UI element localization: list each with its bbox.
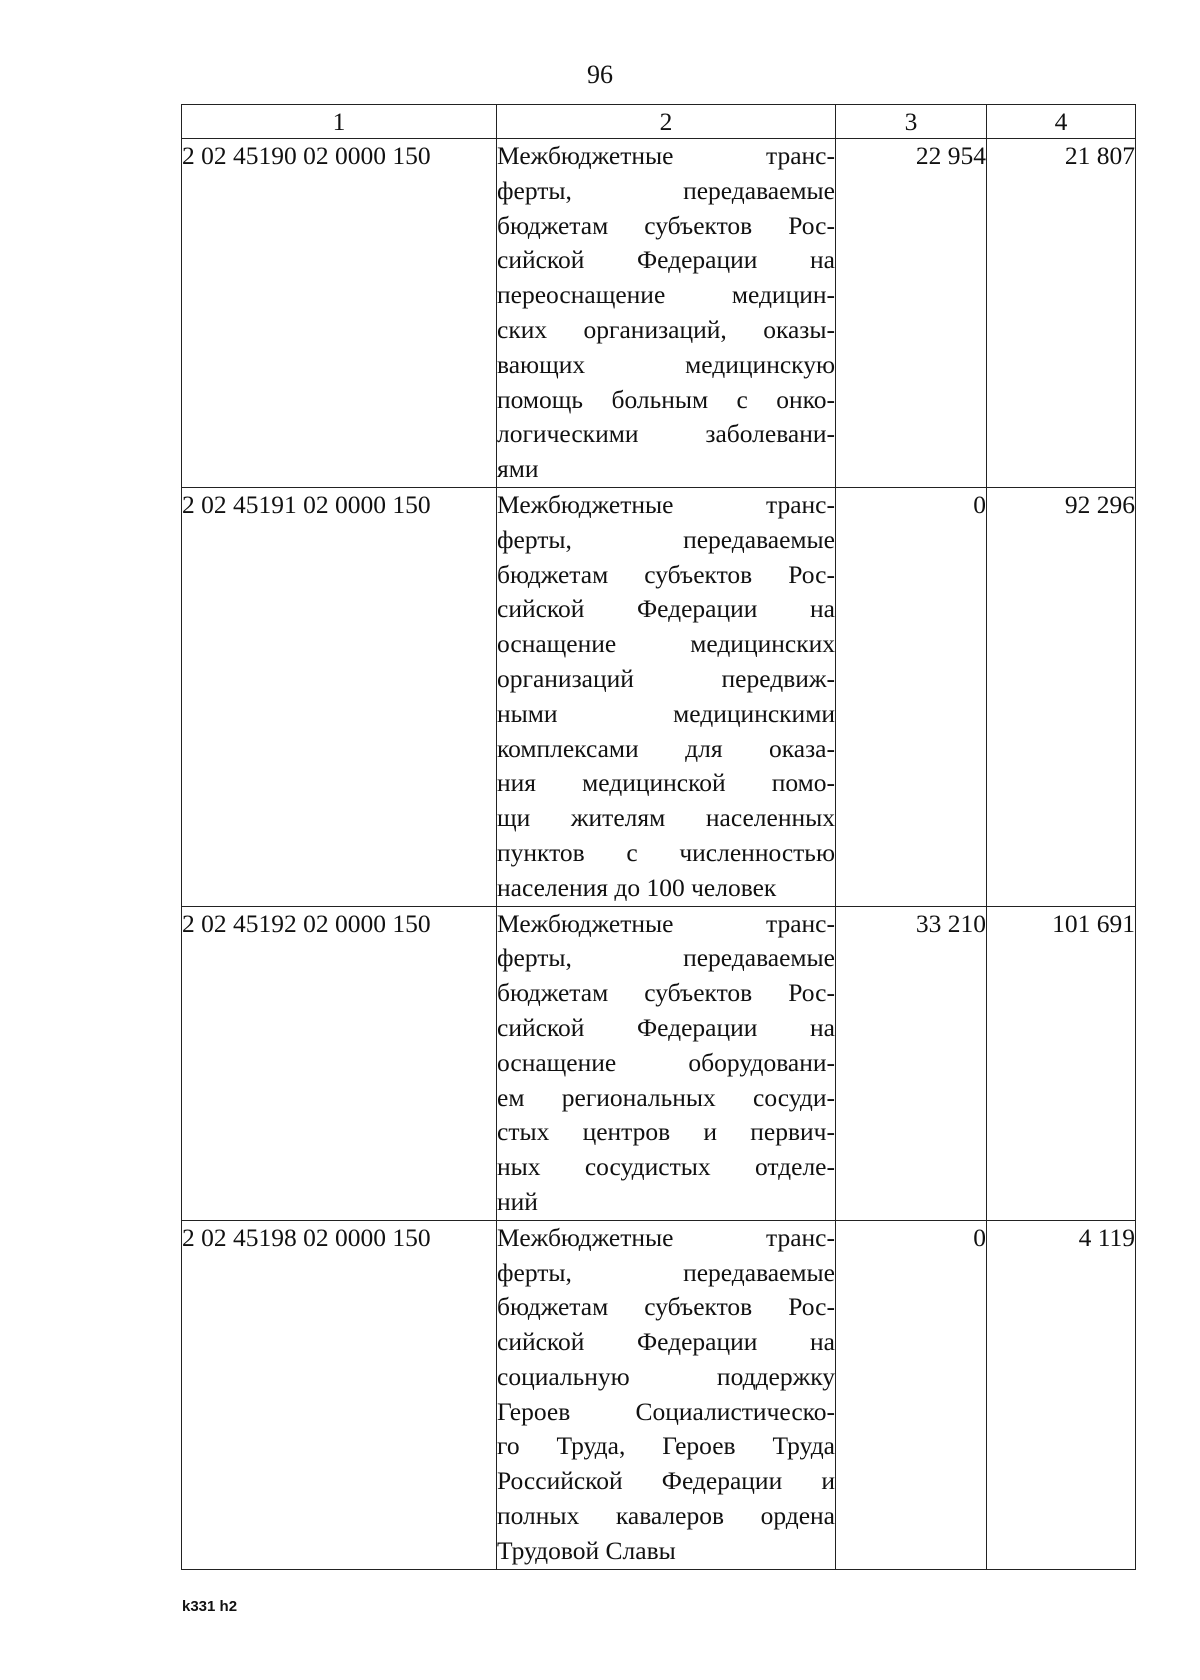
- budget-code-cell: 2 02 45192 02 0000 150: [182, 906, 497, 1220]
- amount-col3-cell: 33 210: [836, 906, 987, 1220]
- column-header-3: 3: [836, 105, 987, 139]
- description-line: Российской Федерации и: [497, 1466, 835, 1496]
- description-line: ем региональных сосуди-: [497, 1082, 835, 1112]
- amount-col3-cell: 22 954: [836, 139, 987, 488]
- amount-col3-cell: 0: [836, 487, 987, 906]
- description-line: переоснащение медицин-: [497, 280, 835, 310]
- budget-table: [181, 104, 1136, 1570]
- description-line: организаций передвиж-: [497, 663, 835, 693]
- table-header-row: [182, 105, 1136, 139]
- description-cell: [497, 139, 836, 488]
- description-line: Межбюджетные транс-: [497, 489, 835, 519]
- budget-code-cell: 2 02 45190 02 0000 150: [182, 139, 497, 488]
- description-line: стых центров и первич-: [497, 1117, 835, 1147]
- description-cell: [497, 487, 836, 906]
- footer-code: k331 h2: [182, 1598, 238, 1615]
- description-line: ферты, передаваемые: [497, 524, 835, 554]
- description-line: бюджетам субъектов Рос-: [497, 559, 835, 589]
- description-line: комплексами для оказа-: [497, 733, 835, 763]
- description-line: ных сосудистых отделе-: [497, 1152, 835, 1182]
- amount-col3-cell: 0: [836, 1220, 987, 1569]
- description-line: ными медицинскими: [497, 698, 835, 728]
- description-line: сийской Федерации на: [497, 1012, 835, 1042]
- amount-col4-cell: 101 691: [987, 906, 1136, 1220]
- description-line: Героев Социалистическо-: [497, 1396, 835, 1426]
- description-line: Трудовой Славы: [497, 1535, 676, 1565]
- description-line: Межбюджетные транс-: [497, 908, 835, 938]
- amount-col4-cell: 92 296: [987, 487, 1136, 906]
- description-line: ферты, передаваемые: [497, 1257, 835, 1287]
- description-line: бюджетам субъектов Рос-: [497, 1292, 835, 1322]
- description-line: ских организаций, оказы-: [497, 314, 835, 344]
- description-line: ферты, передаваемые: [497, 943, 835, 973]
- table-body: [182, 139, 1136, 1570]
- description-line: ями: [497, 454, 539, 484]
- description-line: ния медицинской помо-: [497, 768, 835, 798]
- description-line: социальную поддержку: [497, 1361, 835, 1391]
- description-line: пунктов с численностью: [497, 837, 835, 867]
- description-line: оснащение медицинских: [497, 629, 835, 659]
- description-line: ний: [497, 1186, 538, 1216]
- description-line: бюджетам субъектов Рос-: [497, 978, 835, 1008]
- budget-code-cell: 2 02 45191 02 0000 150: [182, 487, 497, 906]
- description-cell: [497, 906, 836, 1220]
- description-line: полных кавалеров ордена: [497, 1501, 835, 1531]
- description-line: ферты, передаваемые: [497, 175, 835, 205]
- description-line: щи жителям населенных: [497, 803, 835, 833]
- column-header-1: 1: [182, 105, 497, 139]
- column-header-2: 2: [497, 105, 836, 139]
- description-line: населения до 100 человек: [497, 872, 777, 902]
- amount-col4-cell: 4 119: [987, 1220, 1136, 1569]
- description-line: сийской Федерации на: [497, 594, 835, 624]
- description-line: сийской Федерации на: [497, 245, 835, 275]
- table-row: [182, 487, 1136, 906]
- description-line: бюджетам субъектов Рос-: [497, 210, 835, 240]
- description-cell: [497, 1220, 836, 1569]
- description-line: Межбюджетные транс-: [497, 1222, 835, 1252]
- table-row: [182, 906, 1136, 1220]
- budget-code-cell: 2 02 45198 02 0000 150: [182, 1220, 497, 1569]
- page-number: 96: [587, 60, 613, 89]
- description-line: вающих медицинскую: [497, 349, 835, 379]
- table-row: [182, 1220, 1136, 1569]
- description-line: го Труда, Героев Труда: [497, 1431, 835, 1461]
- column-header-4: 4: [987, 105, 1136, 139]
- description-line: сийской Федерации на: [497, 1327, 835, 1357]
- description-line: Межбюджетные транс-: [497, 141, 835, 170]
- description-line: логическими заболевани-: [497, 419, 835, 449]
- description-line: помощь больным с онко-: [497, 384, 835, 414]
- amount-col4-cell: 21 807: [987, 139, 1136, 488]
- description-line: оснащение оборудовани-: [497, 1047, 835, 1077]
- table-row: [182, 139, 1136, 488]
